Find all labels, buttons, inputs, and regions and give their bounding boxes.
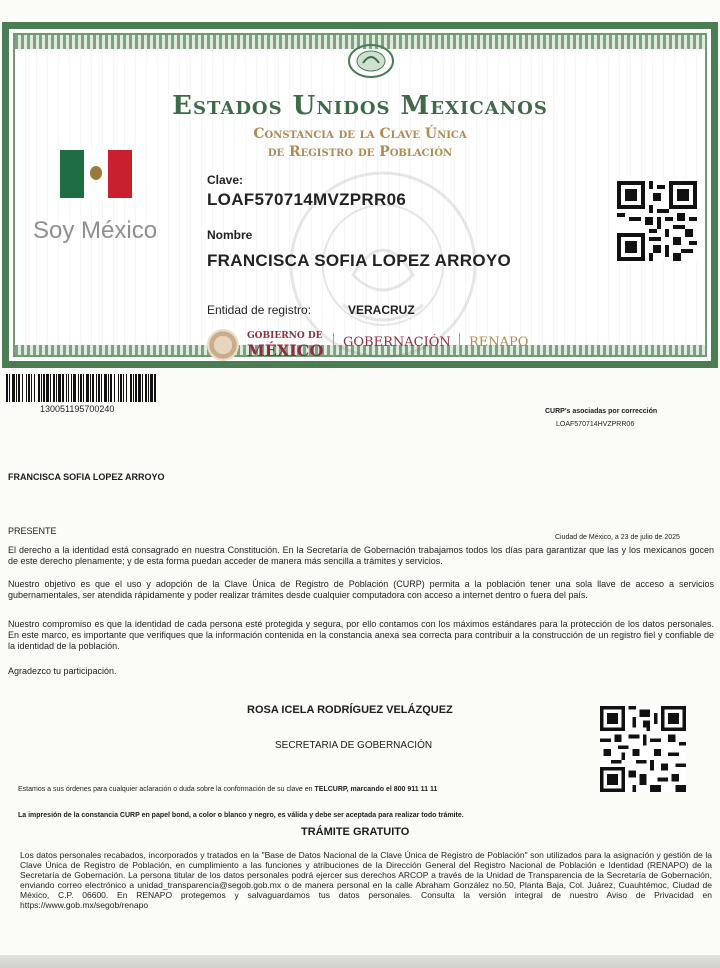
- signer-role: SECRETARIA DE GOBERNACIÓN: [275, 740, 433, 751]
- letter-presente: PRESENTE: [8, 526, 57, 536]
- clave-label: Clave:: [207, 173, 244, 187]
- nombre-value: FRANCISCA SOFIA LOPEZ ARROYO: [207, 251, 512, 270]
- curp-associated-label: CURP's asociadas por corrección: [545, 408, 658, 415]
- soy-mexico-text: Soy México: [33, 217, 158, 244]
- certificate-title: Estados Unidos Mexicanos: [172, 91, 548, 121]
- barcode-icon: [6, 374, 156, 402]
- certificate-frame: [13, 33, 707, 360]
- letter-thanks: Agradezco tu participación.: [8, 666, 117, 676]
- mexico-flag-icon: [60, 150, 132, 198]
- gobierno-de-text: GOBIERNO DE: [247, 331, 323, 341]
- renapo-logo-text: RENAPO: [469, 335, 529, 350]
- logo-separator: [333, 333, 334, 357]
- gobierno-seal-icon: [207, 329, 239, 361]
- flag-red-stripe: [108, 150, 132, 198]
- clave-value: LOAF570714MVZPRR06: [207, 190, 407, 209]
- contact-notice: [18, 786, 437, 793]
- government-logos: [207, 325, 547, 365]
- certificate-qr-code-icon: [617, 181, 697, 261]
- print-notice: La impresión de la constancia CURP en papel bond, a color o blanco y negro, es válida y debe ser aceptada para realizar todo trámite.: [18, 812, 464, 819]
- footer-edge: [0, 955, 720, 968]
- letter-qr-code-icon: [600, 706, 686, 792]
- flag-emblem: [90, 166, 102, 180]
- letter-paragraph: Nuestro compromiso es que la identidad de cada persona esté protegida y segura, por ello contamos con los máximos estándares para la protección de los datos personales. En este marco, es importante que verifiques que la información contenida en la constancia anexa sea correcta para contribuir a la construcción de un registro fiel y confiable de la identidad de la población.: [8, 619, 714, 651]
- barcode-number: 130051195700240: [40, 404, 115, 414]
- curp-associated-value: LOAF570714HVZPRR06: [556, 421, 635, 428]
- contact-text: Estamos a sus órdenes para cualquier aclaración o duda sobre la conformación de su clave en: [18, 786, 313, 793]
- entidad-label: Entidad de registro:: [207, 303, 312, 317]
- logo-separator: [459, 333, 460, 357]
- privacy-notice: Los datos personales recabados, incorporados y tratados en la "Base de Datos Nacional de la Clave Única de Registro de Población" son utilizados para la asignación y gestión de la Clave Única de Registro de Población, en cumplimiento a las funciones y atribuciones de la Dirección General del Registro Nacional de Población e Identidad (RENAPO) de la Secretaría de Gobernación. La persona titular de los datos personales podrá ejercer sus derechos ARCOP a través de la Unidad de Transparencia de la Secretaría de Gobernación, enviando correo electrónico a unidad_transparencia@segob.gob.mx o de manera personal en la calle Abraham González no.50, Planta Baja, Col. Juárez, Cuauhtémoc, Ciudad de México, C.P. 06600. En RENAPO protegemos y salvaguardamos tus datos personales. Consulta la versión integral de nuestro Aviso de Privacidad en https://www.gob.mx/segob/renapo: [20, 850, 712, 910]
- entidad-value: VERACRUZ: [348, 303, 415, 317]
- contact-phone: TELCURP, marcando el 800 911 11 11: [314, 786, 438, 793]
- certificate-subtitle-line2: de Registro de Población: [267, 144, 453, 160]
- curp-certificate: [2, 22, 718, 368]
- certificate-subtitle-line1: Constancia de la Clave Única: [253, 126, 467, 142]
- mexico-text: MÉXICO: [247, 341, 324, 360]
- letter-paragraph: El derecho a la identidad está consagrado en nuestra Constitución. En la Secretaría de Gobernación trabajamos todos los días para garantizar que las y los mexicanos gocen de este derecho plenamente; y de esta forma puedan acceder de manera más sencilla a trámites y servicios.: [8, 545, 714, 566]
- nombre-label: Nombre: [207, 228, 253, 242]
- flag-green-stripe: [60, 150, 84, 198]
- letter-date: Ciudad de México, a 23 de julio de 2025: [555, 534, 680, 541]
- letter-addressee: FRANCISCA SOFIA LOPEZ ARROYO: [8, 472, 165, 482]
- tramite-gratuito: TRÁMITE GRATUITO: [301, 826, 410, 838]
- signer-name: ROSA ICELA RODRÍGUEZ VELÁZQUEZ: [247, 704, 453, 716]
- flag-white-stripe: [84, 150, 108, 198]
- gobernacion-logo-text: GOBERNACIÓN: [343, 335, 451, 350]
- letter-paragraph: Nuestro objetivo es que el uso y adopción de la Clave Única de Registro de Población (CURP) permita a la población tener una sola llave de acceso a servicios gubernamentales, ser atendida rápidamente y poder realizar trámites desde cualquier computadora con acceso a internet dentro o fuera del país.: [8, 579, 714, 600]
- national-seal-icon: [341, 39, 401, 79]
